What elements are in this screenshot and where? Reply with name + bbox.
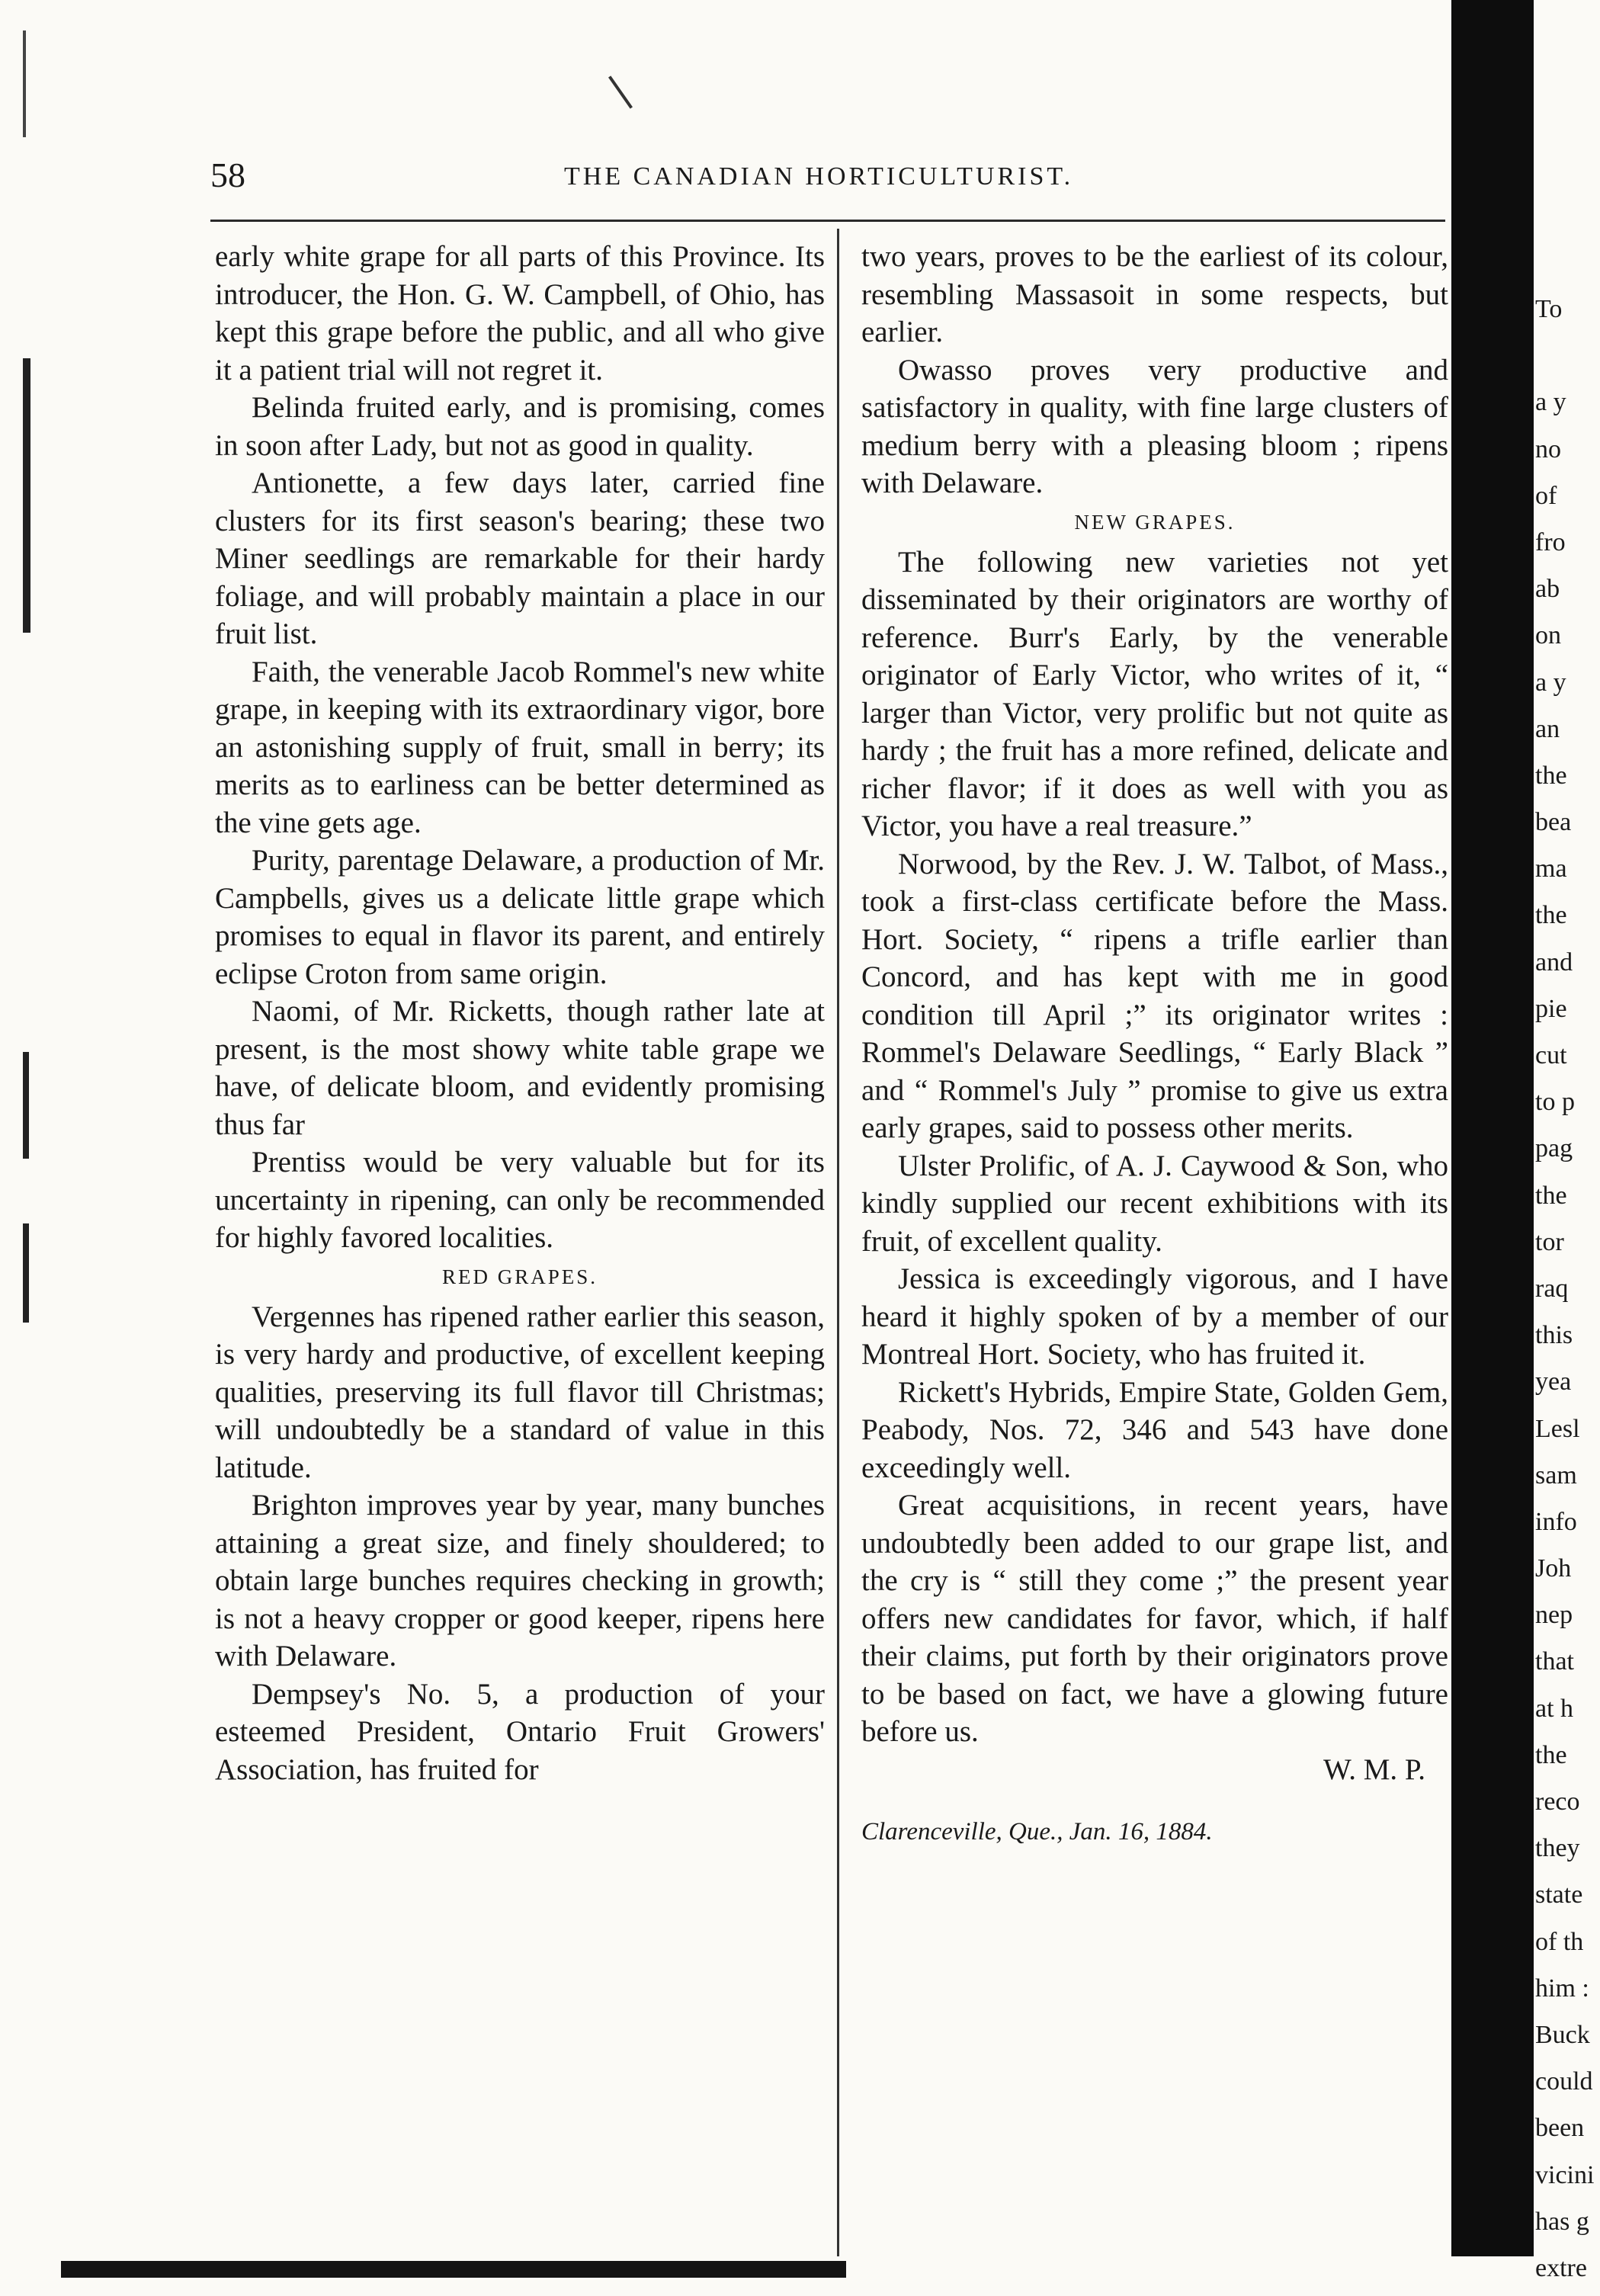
paragraph: Faith, the venerable Jacob Rommel's new white grape, in keeping with its extraordinary vigor, bore an astonishing supply of fruit, small in berry; its merits as to earliness can be better determined as the vine gets age. [215,655,825,839]
scan-margin-mark [23,1223,29,1323]
facing-page-fragment: no [1535,435,1561,463]
facing-page-fragment: to p [1535,1088,1575,1117]
facing-page-fragment: the [1535,1181,1567,1210]
header-rule [210,220,1445,222]
paragraph: early white grape for all parts of this Province. Its introducer, the Hon. G. W. Campbell, of Ohio, has kept this grape before the public, and all who give it a patient trial will not regret it. [215,240,825,386]
paragraph: two years, proves to be the earliest of its colour, resembling Massasoit in some respects, but earlier. [861,240,1448,348]
facing-page-fragment: raq [1535,1274,1569,1303]
paragraph: Vergennes has ripened rather earlier this season, is very hardy and productive, of excellent keeping qualities, preserving its full flavor till Christmas; will undoubtedly be a standard of value in this latitude. [215,1300,825,1484]
facing-page-fragment: yea [1535,1368,1572,1397]
facing-page-fragment: ab [1535,575,1560,604]
right-column [861,238,1448,1877]
facing-page-fragment: been [1535,2114,1585,2143]
facing-page-fragment: this [1535,1321,1573,1350]
paragraph: Ulster Prolific, of A. J. Caywood & Son, who kindly supplied our recent exhibitions with its fruit, of excellent quality. [861,1149,1448,1258]
facing-page-fragment: the [1535,1740,1567,1769]
scan-margin-mark [23,30,26,137]
facing-page-fragment: and [1535,948,1573,976]
facing-page-fragment: extre [1535,2253,1587,2282]
left-column [215,238,825,1788]
facing-page-fragment: To [1535,295,1563,323]
facing-page-fragment: sam [1535,1461,1577,1490]
paragraph: Belinda fruited early, and is promising, comes in soon after Lady, but not as good in quality. [215,391,825,462]
facing-page-fragment: ma [1535,855,1567,883]
facing-page-fragment: the [1535,761,1567,790]
facing-page-fragment [1535,332,1600,379]
facing-page-fragment: nep [1535,1601,1573,1630]
facing-page-fragment: him : [1535,1974,1589,2003]
facing-page-fragment: pag [1535,1134,1573,1163]
section-subheading: RED GRAPES. [441,1265,598,1288]
paragraph: Dempsey's No. 5, a production of your esteemed President, Ontario Fruit Growers' Association, has fruited for [215,1677,825,1786]
facing-page-fragment: has g [1535,2207,1589,2236]
facing-page-fragment: of [1535,481,1557,510]
facing-page-fragment: that [1535,1647,1574,1676]
facing-page-fragment: they [1535,1834,1580,1863]
paragraph: Purity, parentage Delaware, a production of Mr. Campbells, gives us a delicate little grape which promises to equal in flavor its parent, and entirely eclipse Croton from same origin. [215,844,825,990]
facing-page-fragment: could [1535,2067,1593,2096]
facing-page-fragment: the [1535,901,1567,930]
facing-page-fragment: a y [1535,388,1566,417]
signature: W. M. P. [1323,1752,1425,1786]
scan-margin-mark [23,358,30,633]
facing-page-fragment: Joh [1535,1554,1572,1583]
facing-page-fragment: tor [1535,1227,1564,1256]
column-divider [837,229,839,2256]
paragraph: Prentiss would be very valuable but for its uncertainty in ripening, can only be recommended for highly favored localities. [215,1146,825,1254]
facing-page-fragment: info [1535,1507,1577,1536]
page-number: 58 [210,156,245,194]
facing-page-fragment: Buck [1535,2020,1590,2049]
section-subheading: NEW GRAPES. [1074,510,1236,534]
facing-page-fragment: state [1535,1881,1583,1910]
facing-page-fragment: on [1535,621,1561,650]
dateline: Clarenceville, Que., Jan. 16, 1884. [861,1818,1213,1845]
facing-page-fragment: vicini [1535,2160,1595,2189]
stray-mark [608,75,633,108]
running-head: THE CANADIAN HORTICULTURIST. [564,162,1074,191]
facing-page-fragment: bea [1535,808,1572,837]
facing-page-fragments [1535,286,1600,2291]
paragraph: Jessica is exceedingly vigorous, and I have heard it highly spoken of by a member of our Montreal Hort. Society, who has fruited it. [861,1262,1448,1371]
paragraph: The following new varieties not yet disseminated by their originators are worthy of reference. Burr's Early, by the venerable originator of Early Victor, who writes of it, “ larger than Victor, very prolific but not quite as hardy ; the fruit has a more refined, delicate and richer flavor; if it does as well with you as Victor, you have a real treasure.” [861,545,1448,842]
facing-page-fragment: Lesl [1535,1414,1580,1443]
book-gutter-shadow [1451,0,1534,2256]
facing-page-fragment: an [1535,714,1560,743]
paragraph: Brighton improves year by year, many bunches attaining a great size, and finely shouldered; to obtain large bunches requires checking in growth; is not a heavy cropper or good keeper, ripens here with Delaware. [215,1489,825,1672]
paragraph: Antionette, a few days later, carried fine clusters for its first season's bearing; these two Miner seedlings are remarkable for their hardy foliage, and will probably maintain a place in our fruit list. [215,467,825,650]
facing-page-fragment: a y [1535,668,1566,697]
facing-page-fragment: at h [1535,1694,1574,1723]
facing-page-fragment: fro [1535,528,1566,556]
scan-bottom-edge [61,2261,846,2278]
facing-page-fragment: cut [1535,1041,1567,1069]
paragraph: Naomi, of Mr. Ricketts, though rather late at present, is the most showy white table grape we have, of delicate bloom, and evidently promising thus far [215,995,825,1141]
scan-margin-mark [23,1052,29,1159]
facing-page-fragment: pie [1535,994,1567,1023]
paragraph: Rickett's Hybrids, Empire State, Golden Gem, Peabody, Nos. 72, 346 and 543 have done exceedingly well. [861,1375,1448,1484]
paragraph: Owasso proves very productive and satisfactory in quality, with fine large clusters of medium berry with a pleasing bloom ; ripens with Delaware. [861,353,1448,499]
paragraph: Norwood, by the Rev. J. W. Talbot, of Mass., took a first-class certificate before the Mass. Hort. Society, “ ripens a trifle earlier than Concord, and has kept with me in good condition till April ;” its originator writes : Rommel's Delaware Seedlings, “ Early Black ” and “ Rommel's July ” promise to give us extra early grapes, said to possess other merits. [861,847,1448,1144]
facing-page-fragment: of th [1535,1927,1584,1956]
facing-page-fragment: reco [1535,1788,1580,1816]
paragraph: Great acquisitions, in recent years, have undoubtedly been added to our grape list, and the cry is “ still they come ;” the present year offers new candidates for favor, which, if half their claims, put forth by their originators prove to be based on fact, we have a glowing future before us. [861,1489,1448,1748]
